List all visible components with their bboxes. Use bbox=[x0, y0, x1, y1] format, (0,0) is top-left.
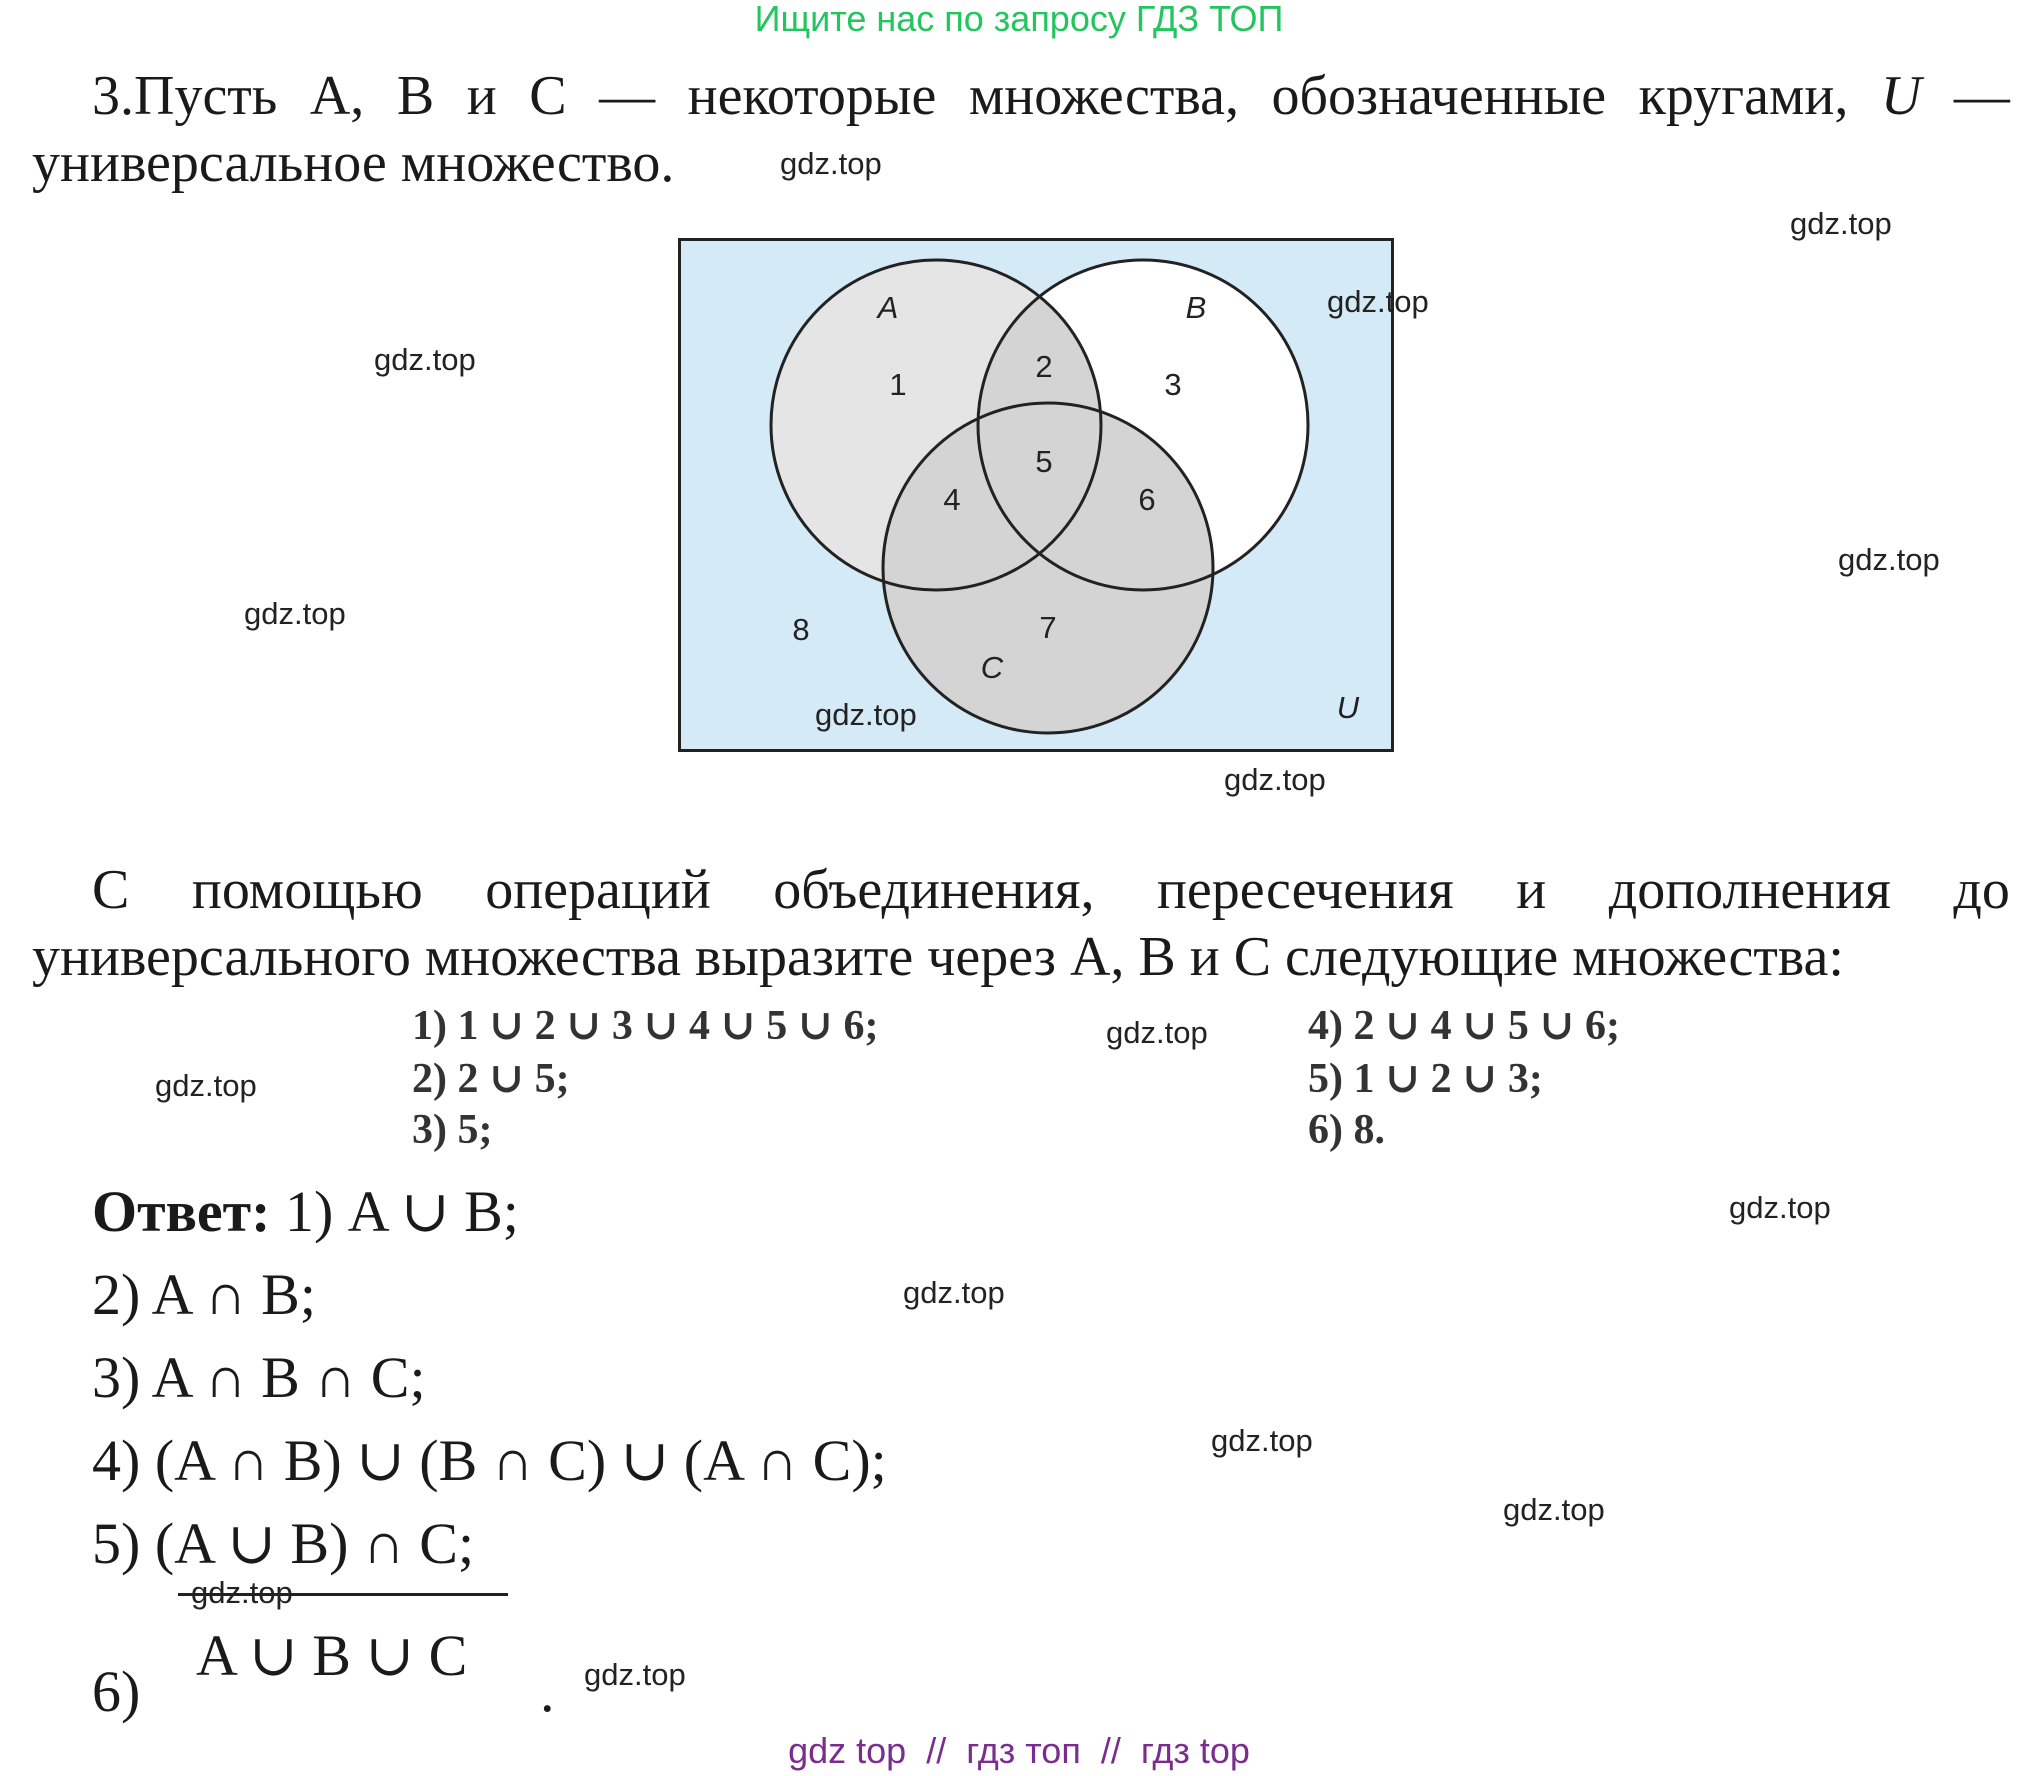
watermark: gdz.top bbox=[374, 342, 476, 377]
answer-5: 5) (A ∪ B) ∩ C; bbox=[92, 1511, 475, 1576]
answer-1-text: 1) A ∪ B; bbox=[284, 1179, 519, 1244]
answer-6-expression: A ∪ B ∪ C bbox=[196, 1623, 468, 1688]
watermark: gdz.top bbox=[155, 1068, 257, 1103]
label-set-c: C bbox=[980, 650, 1004, 685]
task-word: множества, bbox=[968, 65, 1239, 127]
region-number: 8 bbox=[792, 612, 810, 647]
task-word: операций bbox=[485, 859, 711, 921]
task-word: объединения, bbox=[773, 859, 1095, 921]
list-item-3: 3) 5; bbox=[412, 1107, 493, 1153]
watermark: gdz.top bbox=[1106, 1015, 1208, 1050]
task-word: С bbox=[92, 859, 130, 921]
task-word: дополнения bbox=[1608, 859, 1891, 921]
label-set-a: A bbox=[877, 290, 899, 325]
task-word: обозначенные bbox=[1271, 65, 1607, 127]
watermark: gdz.top bbox=[1503, 1492, 1605, 1527]
task-word: помощью bbox=[191, 859, 423, 921]
region-number: 4 bbox=[943, 482, 961, 517]
venn-diagram bbox=[678, 238, 1398, 758]
answer-6-period: . bbox=[540, 1659, 555, 1724]
task-word: A, bbox=[309, 65, 365, 127]
task-word: до bbox=[1953, 859, 2010, 921]
label-set-b: B bbox=[1185, 290, 1207, 325]
answer-3: 3) A ∩ B ∩ C; bbox=[92, 1345, 426, 1410]
answer-label: Ответ: bbox=[92, 1179, 271, 1244]
region-number: 6 bbox=[1138, 482, 1156, 517]
region-number: 2 bbox=[1035, 349, 1053, 384]
list-item-1: 1) 1 ∪ 2 ∪ 3 ∪ 4 ∪ 5 ∪ 6; bbox=[412, 1003, 879, 1049]
watermark: gdz.top bbox=[1224, 762, 1326, 797]
watermark: gdz.top bbox=[1838, 542, 1940, 577]
answer-6-number: 6) bbox=[92, 1659, 141, 1724]
watermark: gdz.top bbox=[1327, 284, 1429, 319]
bottom-banner: gdz top // гдз топ // гдз top bbox=[788, 1730, 1250, 1771]
list-item-4: 4) 2 ∪ 4 ∪ 5 ∪ 6; bbox=[1308, 1003, 1621, 1049]
list-item-2: 2) 2 ∪ 5; bbox=[412, 1056, 570, 1102]
region-number: 5 bbox=[1035, 444, 1053, 479]
task-word: B bbox=[396, 65, 435, 127]
task-line-2: универсальное множество. bbox=[32, 132, 675, 194]
watermark: gdz.top bbox=[1211, 1423, 1313, 1458]
task-word: и bbox=[1516, 859, 1547, 921]
region-number: 7 bbox=[1039, 610, 1057, 645]
task-word: — bbox=[599, 65, 656, 127]
task-word: пересечения bbox=[1156, 859, 1454, 921]
task-word: — bbox=[1953, 65, 2010, 127]
watermark: gdz.top bbox=[244, 596, 346, 631]
task-word: C bbox=[529, 65, 567, 127]
region-number: 1 bbox=[889, 367, 907, 402]
watermark: gdz.top bbox=[903, 1275, 1005, 1310]
watermark: gdz.top bbox=[1729, 1190, 1831, 1225]
task-word: и bbox=[466, 65, 497, 127]
answer-4: 4) (A ∩ B) ∪ (B ∩ C) ∪ (A ∩ C); bbox=[92, 1428, 887, 1493]
list-item-6: 6) 8. bbox=[1308, 1107, 1385, 1153]
task-word: кругами, bbox=[1638, 65, 1849, 127]
task-word: 3.Пусть bbox=[92, 65, 278, 127]
list-item-5: 5) 1 ∪ 2 ∪ 3; bbox=[1308, 1056, 1543, 1102]
watermark: gdz.top bbox=[815, 697, 917, 732]
region-number: 3 bbox=[1164, 367, 1182, 402]
answer-2: 2) A ∩ B; bbox=[92, 1262, 316, 1327]
task-para2-line-1 bbox=[92, 858, 2010, 922]
watermark: gdz.top bbox=[1790, 206, 1892, 241]
label-set-u: U bbox=[1336, 690, 1360, 725]
task-line-1 bbox=[92, 64, 2010, 128]
watermark: gdz.top bbox=[780, 146, 882, 181]
watermark: gdz.top bbox=[584, 1657, 686, 1692]
task-word: U bbox=[1880, 65, 1922, 127]
answer-1 bbox=[92, 1180, 519, 1244]
watermark: gdz.top bbox=[191, 1575, 293, 1610]
top-banner: Ищите нас по запросу ГДЗ ТОП bbox=[754, 0, 1284, 39]
task-word: некоторые bbox=[687, 65, 937, 127]
task-para2-line-2: универсального множества выразите через A, B и C следующие множества: bbox=[32, 926, 1844, 988]
